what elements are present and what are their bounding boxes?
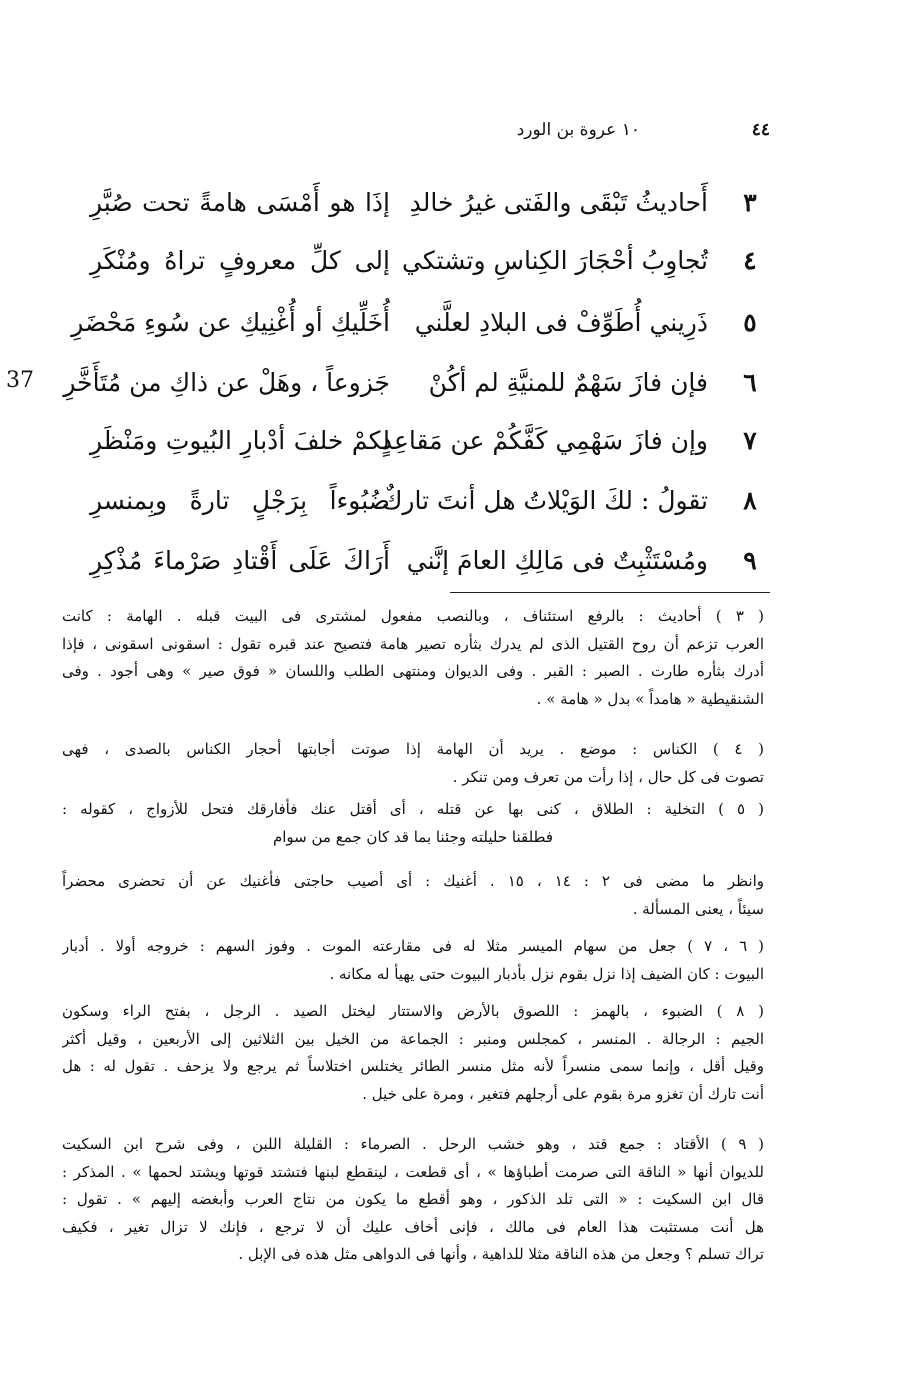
footnote-line: ( ٩ ) الأقتاد : جمع قتد ، وهو خشب الرحل . الصرماء : القليلة اللبن ، وفى شرح ابن السكيت	[62, 1135, 764, 1153]
footnote-line: قال ابن السكيت : « التى تلد الذكور ، وهو أقطع ما يكون من نتاج العرب وأبغضه إليهم » . تقول :	[62, 1190, 764, 1208]
verse-line	[71, 298, 770, 348]
verse-second-hemistich: ضُبُوءاً بِرَجْلٍ تارةً وبِمنسرِ	[90, 486, 390, 515]
verse-first-hemistich: تُجاوِبُ أحْجَارَ الكِناسِ وتشتكي	[402, 246, 708, 275]
verse-line	[90, 536, 770, 586]
verse-number: ٣	[743, 188, 757, 217]
verse-second-hemistich: جَزوعاً ، وهَلْ عن ذاكِ من مُتَأَخَّرِ	[63, 368, 390, 397]
footnote-line: أنت تارك أن تغزو مرة بقوم على أرجلهم فتغير ، ومرة على خيل .	[362, 1084, 764, 1103]
page-header	[300, 120, 770, 150]
verse-first-hemistich: فإن فازَ سَهْمٌ للمنيَّةِ لم أكُنْ	[428, 368, 708, 397]
verse-first-hemistich: تقولُ : لكَ الوَيْلاتُ هل أنتَ تاركٌ	[381, 486, 708, 515]
verse-number: ٧	[743, 426, 757, 455]
footnote-line: وقيل أقل ، وإنما سمى منسراً لأنه مثل منسر الطائر يختلس اختلاساً ثم يرجع ولا يزحف . تقول له : هل	[62, 1057, 764, 1075]
verse-number: ٤	[743, 246, 757, 275]
footnote-line: البيوت : كان الضيف إذا نزل بقوم نزل بأدبار البيوت حتى يهيأ له مكانه .	[329, 964, 764, 983]
verse-number: ٥	[743, 308, 757, 337]
verse-second-hemistich: أَرَاكَ عَلَى أَقْتادِ صَرْماءَ مُذْكِرِ	[90, 546, 390, 575]
running-title: ١٠ عروة بن الورد	[516, 120, 640, 140]
verse-number: ٨	[743, 486, 757, 515]
footnote-line: هل أنت مستثبت هذا العام فى مالك ، فإنى أخاف عليك أن لا ترجع ، فإنك لا تزال تغير ، فكيف	[62, 1217, 764, 1236]
verse-line	[90, 236, 770, 286]
verse-first-hemistich: ومُسْتَثْبِتٌ فى مَالِكِ العامَ إنَّني	[406, 546, 708, 575]
verse-line	[90, 416, 770, 466]
verse-second-hemistich: إذَا هو أَمْسَى هامةً تحت صُبَّرِ	[90, 188, 390, 217]
footnote-line: الشنقيطية « هامداً » بدل « هامة » .	[536, 689, 764, 708]
verse-second-hemistich: لكمْ خلفَ أدْبارِ البُيوتِ ومَنْظَرِ	[90, 426, 390, 455]
footnote-line: العرب تزعم أن روح القتيل الذى لم يدرك بثأره تصير هامة فتصيح عند قبره تقول : اسقونى اسقونى ، فإذا	[62, 634, 764, 653]
footnote-line: وانظر ما مضى فى ٢ : ١٤ ، ١٥ . أغنيك : أى أصيب حاجتى فأغنيك عن أن تحضرى محضراً	[62, 872, 764, 890]
verse-first-hemistich: وإن فازَ سَهْمِي كَفَّكُمْ عن مَقاعِدٍ	[380, 426, 708, 455]
footnote-line: سيئاً ، يعنى المسألة .	[632, 899, 764, 918]
page-number: ٤٤	[751, 120, 770, 140]
verse-number: ٩	[743, 546, 757, 575]
footnote-line: الجيم : الرجالة . المنسر ، كمجلس ومنبر : الجماعة من الخيل بين الثلاثين إلى الأربعين ، وقيل أكثر	[62, 1029, 764, 1048]
footnote-line: أدرك بثأره طارت . الصبر : القبر . وفى الديوان ومنتهى الطلب واللسان « فوق صير » وهى أجود . وفى	[62, 662, 764, 680]
footnote-line: تراك تسلم ؟ وجعل من هذه الناقة مثلا للداهية ، وأنها فى الدواهى مثل هذه فى الإبل .	[238, 1245, 764, 1263]
verse-second-hemistich: إلى كلِّ معروفٍ تراهُ ومُنْكَرِ	[90, 246, 390, 275]
verse-first-hemistich: أَحاديثُ تَبْقَى والفَتى غيرُ خالدِ	[409, 188, 708, 217]
footnote-line: فطلقنا حليلته وجئنا بما قد كان جمع من سوام	[272, 827, 554, 846]
footnote-divider	[450, 592, 770, 593]
verse-first-hemistich: ذَرِيني أُطَوِّفْ فى البلادِ لعلَّني	[414, 308, 708, 337]
footnote-line: تصوت فى كل حال ، إذا رأت من تعرف ومن تنكر .	[452, 767, 764, 786]
margin-line-number: 37	[6, 368, 34, 393]
footnote-line: للديوان أنها « الناقة التى صرمت أطباؤها » ، أى قطعت ، لينقطع لبنها فتشتد قوتها ويشتد لحمها » . المذكر :	[62, 1162, 764, 1181]
verse-number: ٦	[743, 368, 757, 397]
verse-line	[90, 476, 770, 526]
footnote-line: ( ٤ ) الكناس : موضع . يريد أن الهامة إذا صوتت أجابتها أحجار الكناس بالصدى ، فهى	[62, 740, 764, 758]
footnote-line: ( ٨ ) الضبوء ، بالهمز : اللصوق بالأرض والاستتار ليختل الصيد . الرجل ، بفتح الراء وسكون	[62, 1002, 764, 1020]
verse-second-hemistich: أُخَلِّيكِ أو أُغْنِيكِ عن سُوءِ مَحْضَرِ	[71, 308, 390, 337]
verse-line	[63, 358, 770, 408]
verse-line	[90, 178, 770, 228]
footnote-line: ( ٣ ) أحاديث : بالرفع استئناف ، وبالنصب مفعول لمشترى فى البيت قبله . الهامة : كانت	[62, 607, 764, 625]
footnote-line: ( ٥ ) التخلية : الطلاق ، كنى بها عن قتله ، أى أقتل عنك فأفارقك فتحل للأزواج ، كقوله :	[62, 800, 764, 818]
footnote-line: ( ٦ ، ٧ ) جعل من سهام الميسر مثلا له فى مقارعته الموت . وفوز السهم : خروجه أولا . أدبار	[62, 937, 764, 955]
